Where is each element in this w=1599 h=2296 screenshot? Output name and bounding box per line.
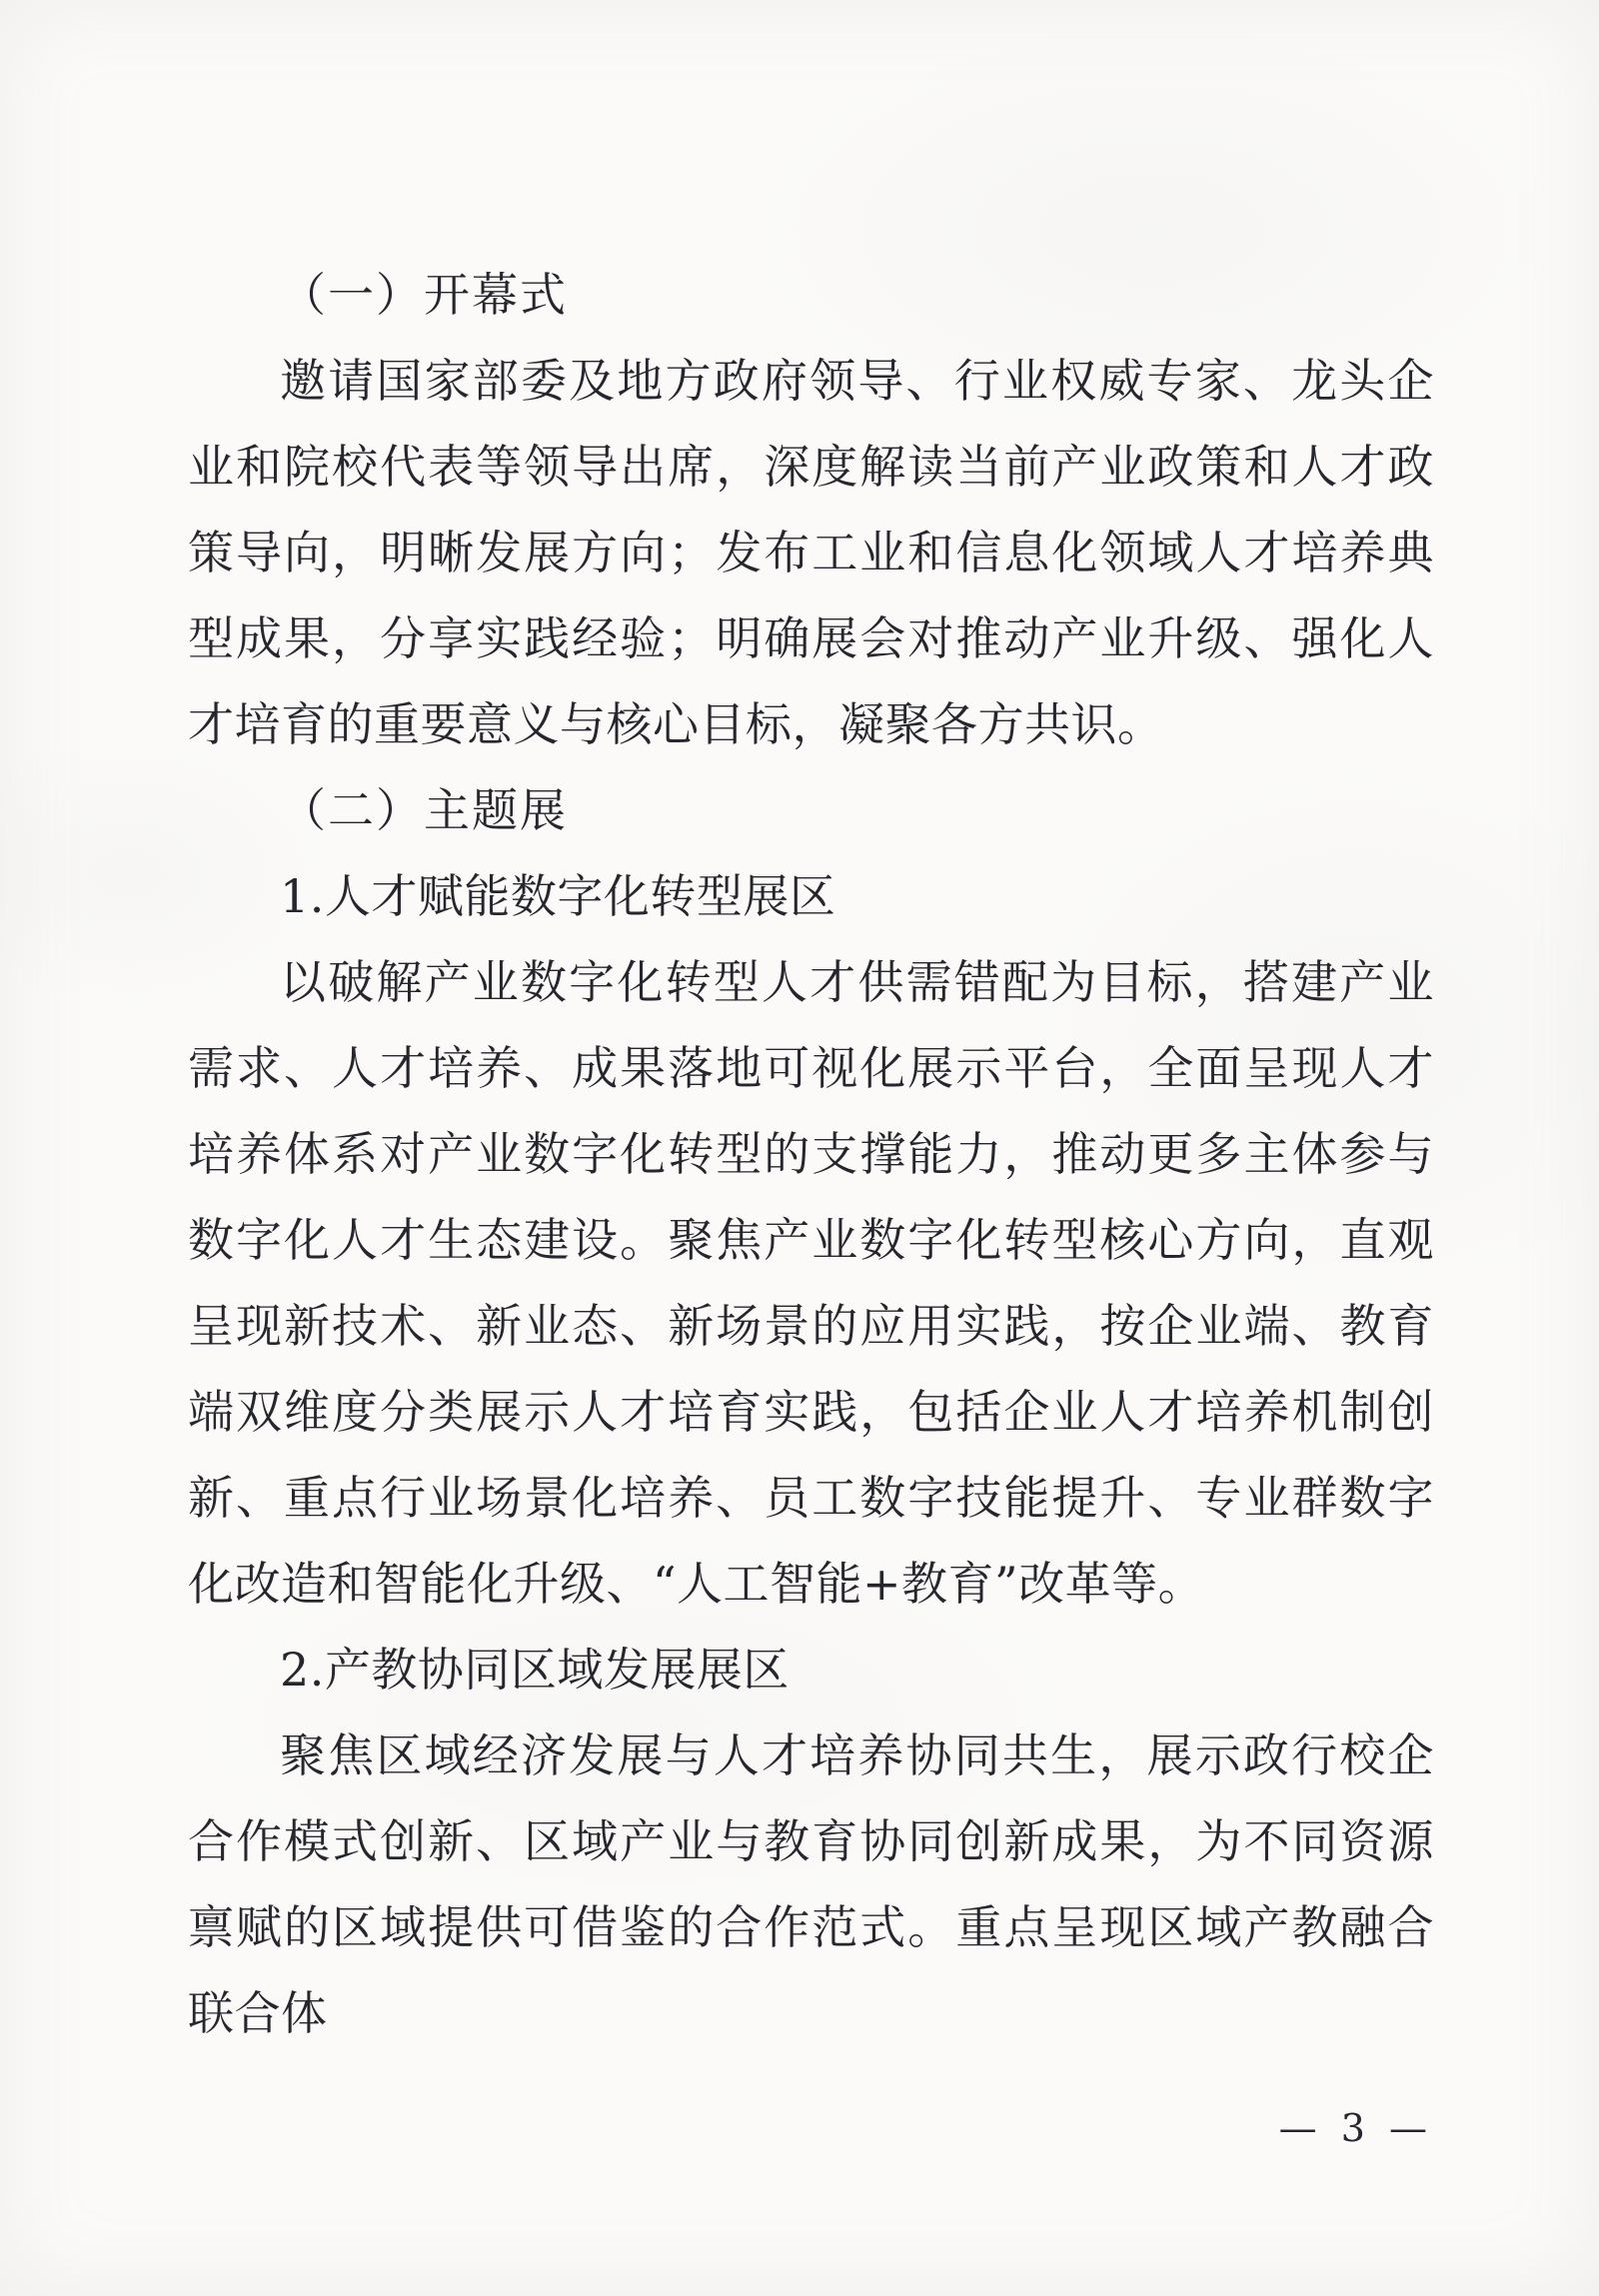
section-heading-opening-ceremony: （一）开幕式 <box>280 268 568 322</box>
subheading-industry-education-regional-zone: 2.产教协同区域发展展区 <box>280 1643 790 1697</box>
paragraph-talent-digital-transformation-zone: 以破解产业数字化转型人才供需错配为目标，搭建产业需求、人才培养、成果落地可视化展示平台，全面呈现人才培养体系对产业数字化转型的支撑能力，推动更多主体参与数字化人才生态建设。聚焦产业数字化转型核心方向，直观呈现新技术、新业态、新场景的应用实践，按企业端、教育端双维度分类展示人才培育实践，包括企业人才培养机制创新、重点行业场景化培养、员工数字技能提升、专业群数字化改造和智能化升级、“人工智能+教育”改革等。 <box>188 955 1434 1611</box>
paragraph-industry-education-regional-zone: 聚焦区域经济发展与人才培养协同共生，展示政行校企合作模式创新、区域产业与教育协同创新成果，为不同资源禀赋的区域提供可借鉴的合作范式。重点呈现区域产教融合联合体 <box>188 1728 1434 2040</box>
section-heading-theme-exhibition: （二）主题展 <box>280 783 568 837</box>
page-number: — 3 — <box>1278 2106 1433 2150</box>
subheading-talent-digital-transformation-zone: 1.人才赋能数字化转型展区 <box>280 869 836 923</box>
paragraph-opening-ceremony: 邀请国家部委及地方政府领导、行业权威专家、龙头企业和院校代表等领导出席，深度解读当前产业政策和人才政策导向，明晰发展方向；发布工业和信息化领域人才培养典型成果，分享实践经验；明确展会对推动产业升级、强化人才培育的重要意义与核心目标，凝聚各方共识。 <box>188 354 1434 751</box>
document-body <box>188 252 1434 2056</box>
